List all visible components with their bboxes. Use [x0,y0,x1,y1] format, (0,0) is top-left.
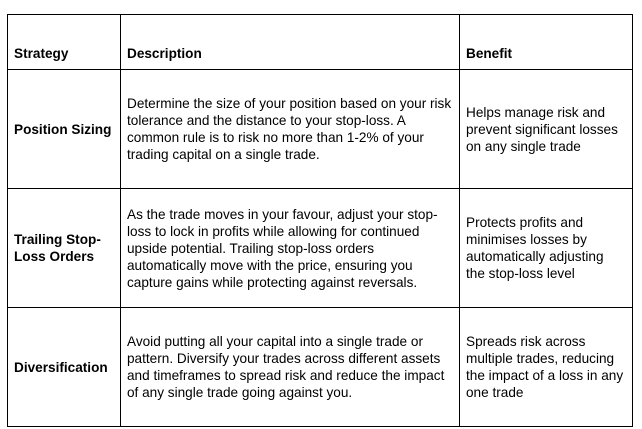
description-cell: Determine the size of your position based on your risk tolerance and the distance to your stop-loss. A common rule is to risk no more than 1-2% of your trading capital on a single trade. [121,70,460,189]
description-cell: As the trade moves in your favour, adjust your stop-loss to lock in profits while allowing for continued upside potential. Trailing stop-loss orders automatically move with the price, ensuring you capture gains while protecting against reversals. [121,189,460,308]
table-row [8,189,633,308]
header-benefit: Benefit [460,15,633,70]
header-description: Description [121,15,460,70]
benefit-cell: Spreads risk across multiple trades, reducing the impact of a loss in any one trade [460,308,633,427]
header-strategy: Strategy [8,15,121,70]
benefit-cell: Helps manage risk and prevent significant losses on any single trade [460,70,633,189]
benefit-cell: Protects profits and minimises losses by automatically adjusting the stop-loss level [460,189,633,308]
strategy-cell: Trailing Stop-Loss Orders [8,189,121,308]
table-row [8,70,633,189]
strategy-cell: Position Sizing [8,70,121,189]
table-row [8,308,633,427]
table-header-row [8,15,633,70]
strategy-table [7,14,633,427]
description-cell: Avoid putting all your capital into a single trade or pattern. Diversify your trades across different assets and timeframes to spread risk and reduce the impact of any single trade going against you. [121,308,460,427]
strategy-cell: Diversification [8,308,121,427]
